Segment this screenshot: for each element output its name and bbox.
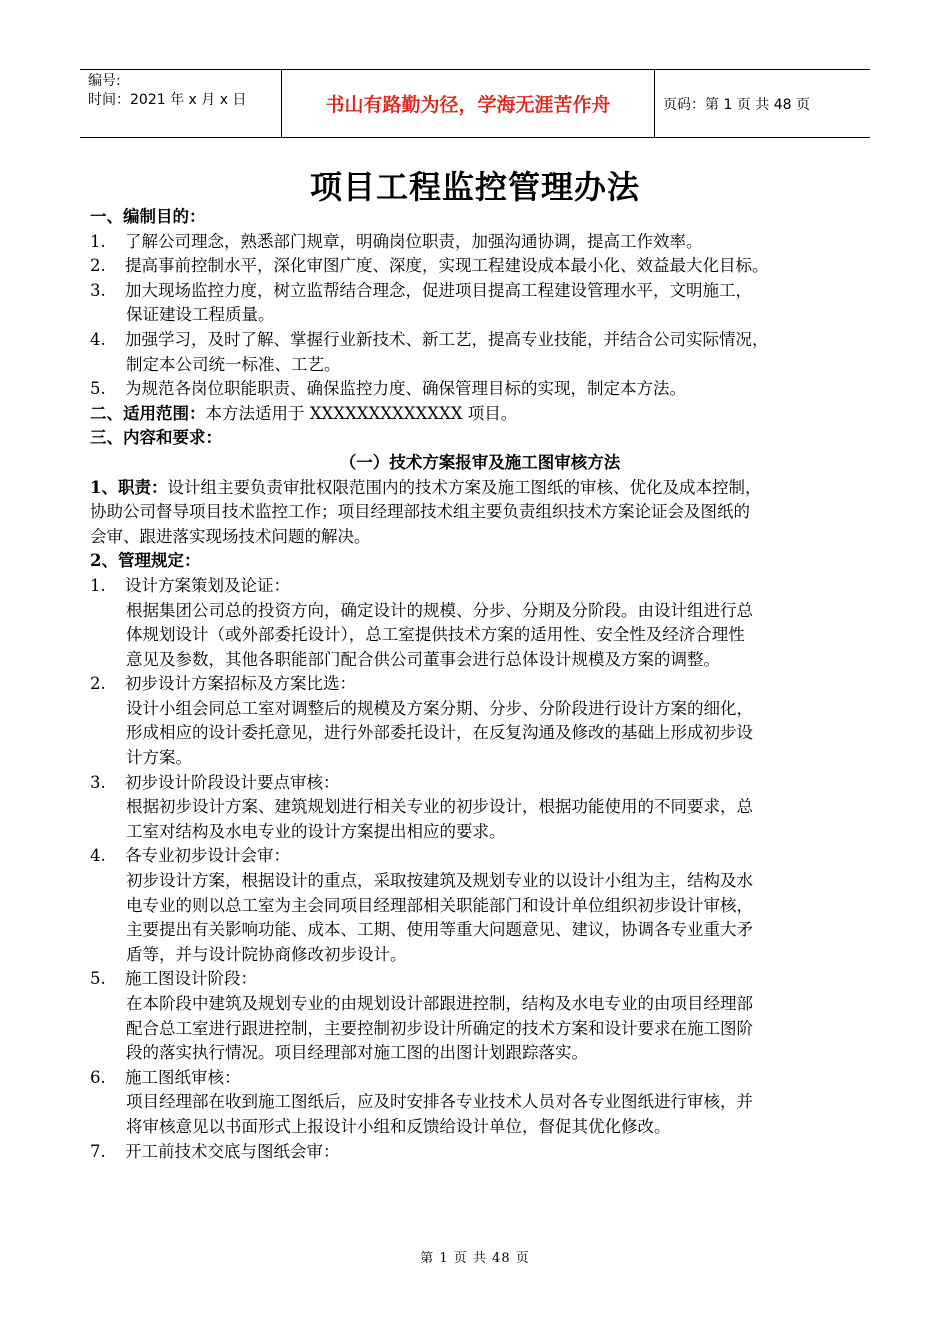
line-text: 施工图纸审核： [125,1067,241,1087]
body-line [90,377,870,402]
line-text: 电专业的则以总工室为主会同项目经理部相关职能部门和设计单位组织初步设计审核， [126,895,753,915]
body-line [90,746,870,771]
line-text: 会审、跟进落实现场技术问题的解决。 [90,526,371,546]
line-text: 加大现场监控力度，树立监帮结合理念，促进项目提高工程建设管理水平，文明施工， [125,280,752,300]
line-text: 设计小组会同总工室对调整后的规模及方案分期、分步、分阶段进行设计方案的细化， [126,698,753,718]
line-text: 保证建设工程质量。 [126,305,275,325]
document-number-label: 编号: [88,73,121,89]
body-line [90,1017,870,1042]
body-line [90,279,870,304]
line-text: 2、管理规定： [90,551,201,571]
document-body [90,205,870,1164]
body-line [90,599,870,624]
body-line [90,943,870,968]
body-line [90,992,870,1017]
list-number: 7. [90,1141,106,1161]
body-line [90,795,870,820]
header-info-cell [80,70,282,137]
body-line [90,426,870,451]
body-line [90,1066,870,1091]
body-line [90,353,870,378]
body-line [90,721,870,746]
body-line [90,1090,870,1115]
line-text: 初步设计阶段设计要点审核： [125,772,340,792]
line-text: 施工图设计阶段： [125,969,257,989]
document-title: 项目工程监控管理办法 [309,168,640,206]
list-number: 2. [90,256,106,276]
line-text: 提高事前控制水平，深化审图广度、深度，实现工程建设成本最小化、效益最大化目标。 [125,256,769,276]
body-line [90,402,870,427]
body-line [90,1140,870,1165]
line-text: 本方法适用于 XXXXXXXXXXXXX 项目。 [205,403,518,423]
body-line [90,869,870,894]
body-line [90,697,870,722]
line-text: 设计组主要负责审批权限范围内的技术方案及施工图纸的审核、优化及成本控制， [167,477,762,497]
line-text: （一）技术方案报审及施工图审核方法 [339,452,621,472]
body-line [90,820,870,845]
line-text: 项目经理部在收到施工图纸后，应及时安排各专业技术人员对各专业图纸进行审核，并 [126,1092,753,1112]
header-table [80,69,870,138]
list-number: 4. [90,846,106,866]
body-line [90,623,870,648]
list-number: 3. [90,280,106,300]
body-line [90,328,870,353]
body-line [90,254,870,279]
body-line [90,574,870,599]
list-number: 2. [90,674,106,694]
line-text: 主要提出有关影响功能、成本、工期、使用等重大问题意见、建议，协调各专业重大矛 [126,920,753,940]
line-text: 了解公司理念，熟悉部门规章，明确岗位职责，加强沟通协调，提高工作效率。 [125,231,703,251]
line-text: 配合总工室进行跟进控制，主要控制初步设计所确定的技术方案和设计要求在施工图阶 [126,1018,753,1038]
line-text: 初步设计方案，根据设计的重点，采取按建筑及规划专业的以设计小组为主，结构及水 [126,871,753,891]
list-number: 5. [90,379,106,399]
line-text: 意见及参数，其他各职能部门配合供公司董事会进行总体设计规模及方案的调整。 [126,649,720,669]
line-text: 制定本公司统一标准、工艺。 [126,354,341,374]
body-line [90,500,870,525]
body-line [90,918,870,943]
list-number: 4. [90,329,106,349]
line-text: 将审核意见以书面形式上报设计小组和反馈给设计单位，督促其优化修改。 [126,1116,671,1136]
body-line [90,549,870,574]
list-number: 1. [90,575,106,595]
line-text: 各专业初步设计会审： [125,846,290,866]
body-line [90,672,870,697]
header-motto: 书山有路勤为径，学海无涯苦作舟 [282,70,655,137]
line-text: 段的落实执行情况。项目经理部对施工图的出图计划跟踪落实。 [126,1043,588,1063]
list-number: 1. [90,231,106,251]
line-text: 初步设计方案招标及方案比选： [125,674,356,694]
line-text: 一、编制目的： [90,207,206,226]
line-text: 根据初步设计方案、建筑规划进行相关专业的初步设计，根据功能使用的不同要求，总 [126,797,753,817]
line-text: 盾等，并与设计院协商修改初步设计。 [126,944,407,964]
body-line [90,1115,870,1140]
section-label: 1、职责： [90,477,168,497]
header-page-number: 页码：第 1 页 共 48 页 [663,96,810,113]
page-footer: 第 1 页 共 48 页 [420,1251,530,1266]
line-text: 协助公司督导项目技术监控工作；项目经理部技术组主要负责组织技术方案论证会及图纸的 [90,502,750,522]
line-text: 在本阶段中建筑及规划专业的由规划设计部跟进控制，结构及水电专业的由项目经理部 [126,994,753,1013]
body-line [90,303,870,328]
line-text: 计方案。 [126,748,192,768]
section-label: 二、适用范围： [90,403,206,423]
line-text: 为规范各岗位职能职责、确保监控力度、确保管理目标的实现，制定本方法。 [125,379,686,399]
line-text: 开工前技术交底与图纸会审： [125,1141,340,1161]
list-number: 5. [90,969,106,989]
body-line [90,844,870,869]
line-text: 设计方案策划及论证： [125,575,290,595]
line-text: 工室对结构及水电专业的设计方案提出相应的要求。 [126,821,506,841]
line-text: 形成相应的设计委托意见，进行外部委托设计，在反复沟通及修改的基础上形成初步设 [126,723,753,743]
body-line [90,525,870,550]
list-number: 3. [90,772,106,792]
document-date-label: 时间：2021 年 x 月 x 日 [88,92,247,108]
body-line [90,894,870,919]
body-line [90,1041,870,1066]
list-number: 6. [90,1067,106,1087]
body-line [90,648,870,673]
body-line [90,205,870,230]
body-line [90,476,870,501]
body-line [90,967,870,992]
line-text: 体规划设计（或外部委托设计），总工室提供技术方案的适用性、安全性及经济合理性 [126,625,745,645]
line-text: 加强学习，及时了解、掌握行业新技术、新工艺，提高专业技能，并结合公司实际情况， [125,329,769,349]
line-text: 根据集团公司总的投资方向，确定设计的规模、分步、分期及分阶段。由设计组进行总 [126,600,753,620]
line-text: 三、内容和要求： [90,428,222,448]
body-line [90,230,870,255]
body-line [90,771,870,796]
body-line [90,451,870,476]
